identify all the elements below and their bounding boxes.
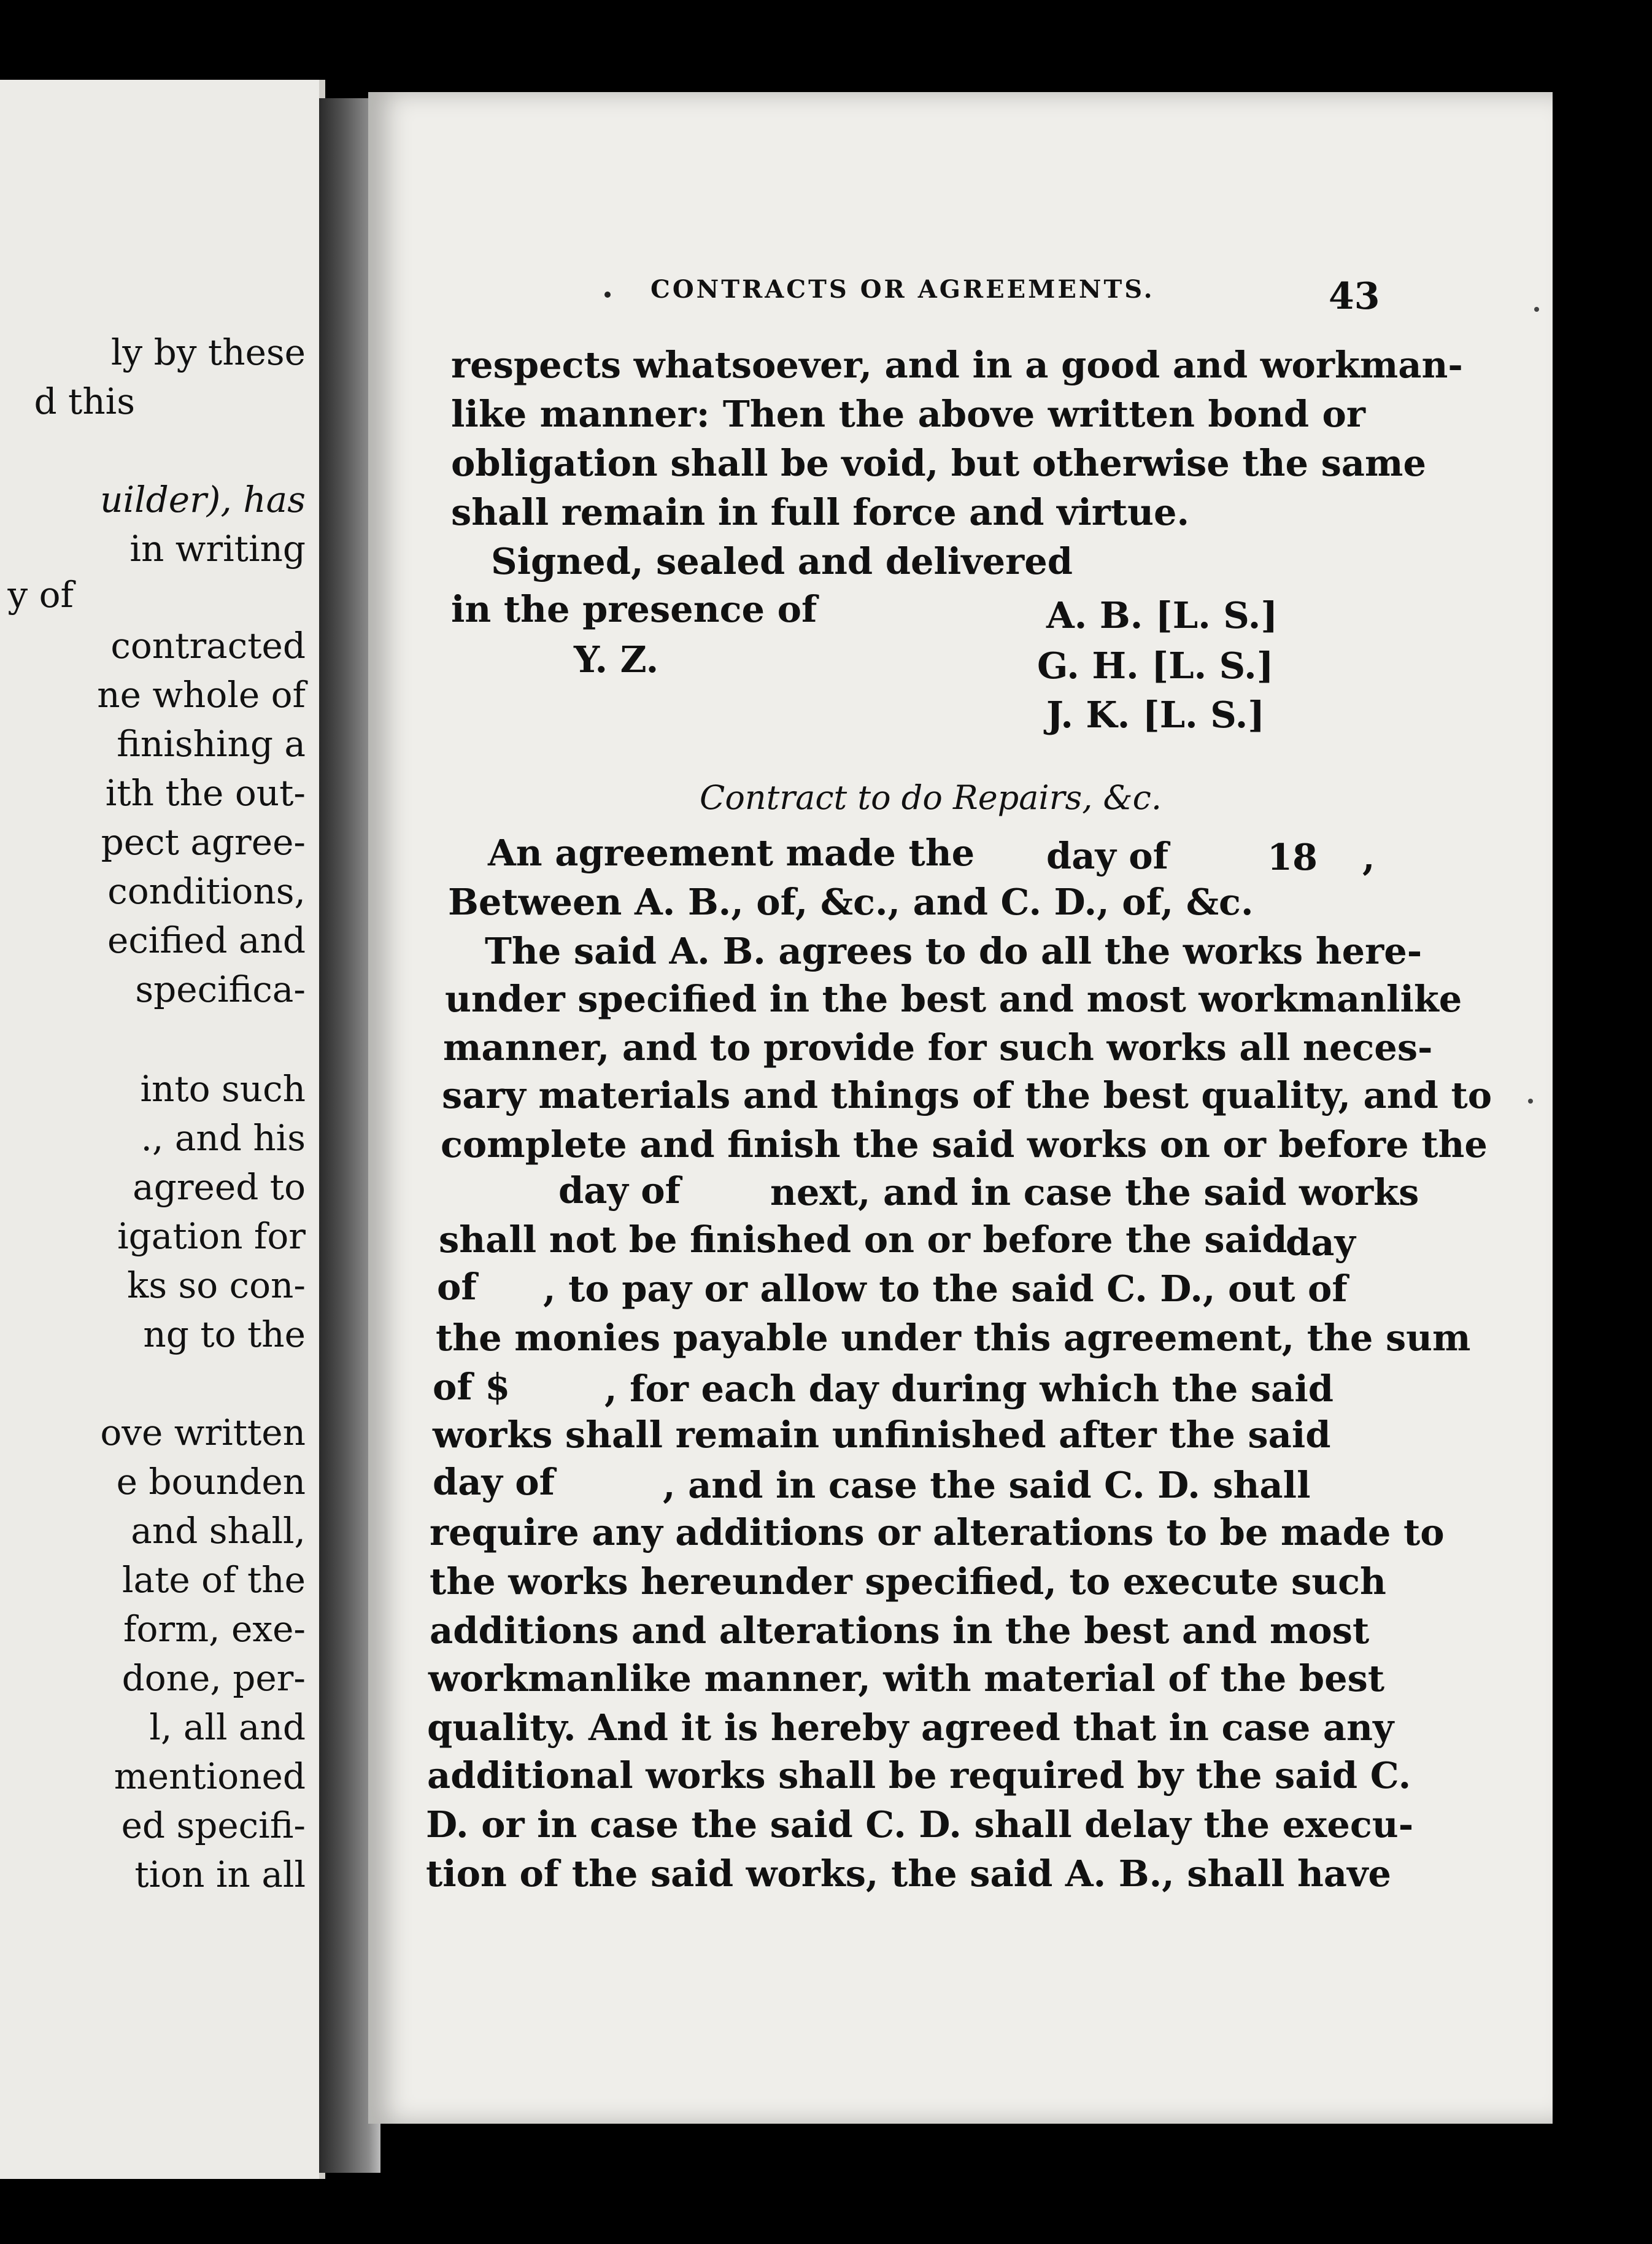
left-line: ng to the — [143, 1314, 306, 1355]
text-line: complete and finish the said works on or before the — [441, 1123, 1488, 1166]
left-line: ed specifi- — [121, 1805, 306, 1846]
text-line: quality. And it is hereby agreed that in case any — [427, 1706, 1394, 1749]
left-line: form, exe- — [123, 1608, 306, 1650]
left-line: e bounden — [116, 1461, 306, 1503]
left-line: ecified and — [107, 919, 306, 961]
left-line: agreed to — [133, 1166, 306, 1208]
text-line: respects whatsoever, and in a good and workman- — [451, 344, 1463, 386]
text-line: works shall remain unfinished after the said — [433, 1414, 1331, 1456]
left-line: in writing — [129, 528, 306, 570]
text-line: shall remain in full force and virtue. — [451, 491, 1190, 533]
text-line: The said A. B. agrees to do all the works here- — [485, 930, 1422, 972]
left-page-fragment — [0, 80, 325, 2179]
left-line: done, per- — [122, 1657, 306, 1699]
section-title: Contract to do Repairs, &c. — [700, 778, 1162, 817]
text-line: next, and in case the said works — [770, 1171, 1419, 1213]
text-line: of $ — [433, 1366, 511, 1408]
left-line: contracted — [110, 625, 306, 667]
left-line: uilder), has — [100, 479, 306, 520]
left-line: and shall, — [131, 1510, 306, 1552]
text-line: sary materials and things of the best quality, and to — [442, 1074, 1492, 1116]
left-line: ly by these — [110, 331, 306, 373]
left-line: ks so con- — [127, 1264, 306, 1306]
page-number: 43 — [1329, 275, 1380, 318]
left-line: l, all and — [149, 1706, 306, 1748]
text-line: , to pay or allow to the said C. D., out of — [543, 1267, 1348, 1310]
text-line: , — [1362, 836, 1375, 878]
left-line: ove written — [100, 1412, 306, 1453]
text-line: under specified in the best and most workmanlike — [445, 978, 1462, 1020]
text-line: day of — [558, 1169, 681, 1212]
text-line: An agreement made the — [488, 832, 975, 874]
signature: A. B. [L. S.] — [1046, 594, 1278, 636]
text-line: , and in case the said C. D. shall — [663, 1464, 1311, 1506]
left-line: finishing a — [117, 723, 306, 765]
signed-line: Signed, sealed and delivered — [491, 540, 1073, 582]
left-line: igation for — [117, 1215, 306, 1257]
left-line: late of the — [122, 1559, 306, 1601]
text-line: additions and alterations in the best and most — [430, 1609, 1370, 1652]
left-line: d this — [34, 381, 135, 422]
text-line: day — [1286, 1221, 1356, 1264]
left-line: into such — [140, 1068, 306, 1110]
text-line: 18 — [1267, 836, 1318, 878]
left-line: specifica- — [135, 969, 306, 1010]
speck — [1534, 307, 1539, 312]
text-line: obligation shall be void, but otherwise the same — [451, 442, 1426, 484]
left-line: tion in all — [134, 1854, 306, 1895]
text-line: require any additions or alterations to be made to — [430, 1511, 1445, 1553]
left-line: pect agree- — [101, 821, 306, 863]
signed-line: in the presence of — [451, 588, 817, 630]
text-line: tion of the said works, the said A. B., shall have — [426, 1852, 1391, 1895]
signature: G. H. [L. S.] — [1037, 644, 1274, 687]
text-line: of — [437, 1266, 477, 1308]
text-line: Between A. B., of, &c., and C. D., of, &c. — [448, 881, 1254, 923]
left-line: ith the out- — [105, 772, 306, 814]
text-line: the monies payable under this agreement, the sum — [436, 1317, 1471, 1359]
left-line: conditions, — [107, 870, 306, 912]
witness: Y. Z. — [574, 638, 659, 681]
text-line: manner, and to provide for such works all neces- — [443, 1026, 1433, 1069]
left-line: y of — [7, 574, 74, 616]
text-line: additional works shall be required by the said C. — [427, 1754, 1411, 1797]
left-line: mentioned — [114, 1755, 306, 1797]
text-line: workmanlike manner, with material of the best — [428, 1657, 1385, 1700]
left-line: ne whole of — [97, 674, 306, 716]
text-line: day of — [1046, 835, 1169, 877]
speck — [1528, 1099, 1533, 1104]
text-line: like manner: Then the above written bond or — [451, 393, 1365, 435]
text-line: the works hereunder specified, to execute such — [430, 1560, 1386, 1603]
text-line: , for each day during which the said — [604, 1368, 1334, 1410]
header-dot — [604, 292, 611, 298]
signature: J. K. [L. S.] — [1046, 694, 1265, 736]
text-line: day of — [433, 1461, 555, 1503]
text-line: shall not be finished on or before the said — [439, 1218, 1287, 1261]
left-line: ., and his — [141, 1117, 306, 1159]
text-line: D. or in case the said C. D. shall delay the execu- — [426, 1803, 1414, 1846]
running-header: CONTRACTS OR AGREEMENTS. — [650, 275, 1155, 304]
